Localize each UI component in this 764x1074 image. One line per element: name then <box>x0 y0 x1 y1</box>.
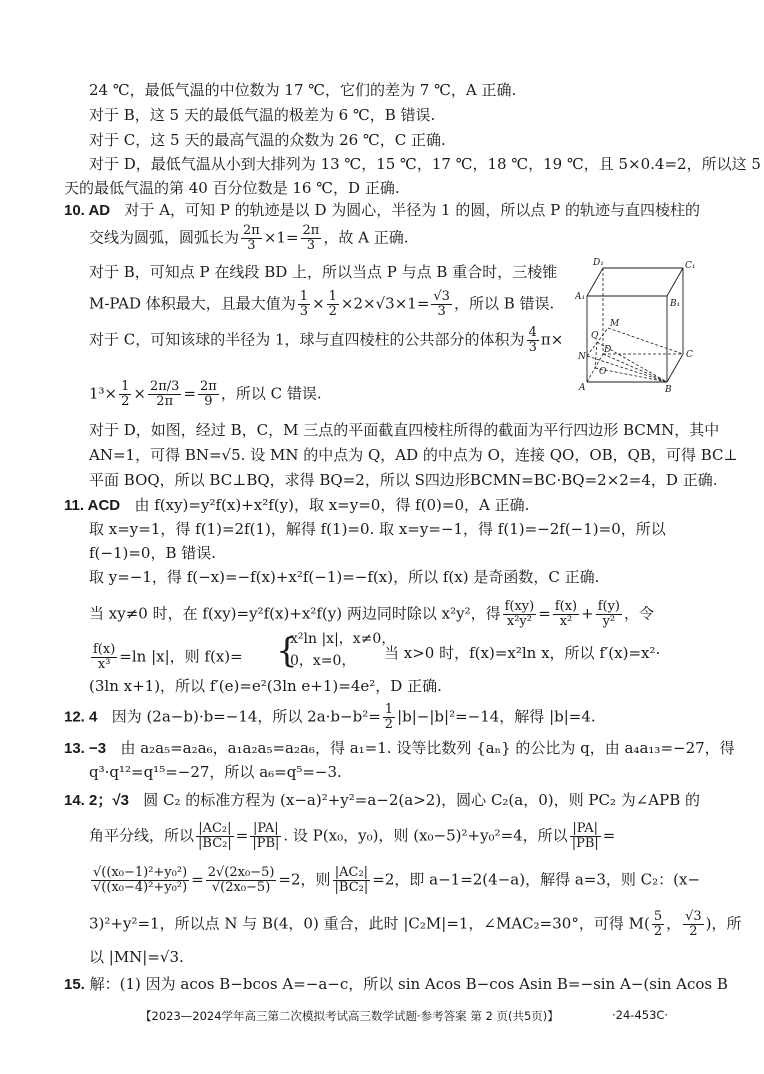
fraction <box>148 380 181 409</box>
numerator: f(x) <box>554 599 578 614</box>
question-number: 14. 2；√3 <box>64 792 129 809</box>
numerator: 2π <box>200 379 217 394</box>
fraction <box>596 600 622 629</box>
text-span: |b|−|b|²=−14，解得 |b|=4. <box>397 707 596 726</box>
text-line: 由 f(xy)=y²f(x)+x²f(y)，取 x=y=0，得 f(0)=0，A 正确. <box>134 496 530 514</box>
label-c1: C₁ <box>685 261 696 271</box>
text-span: = <box>183 384 197 403</box>
text-span: × <box>312 294 325 313</box>
page-id: ·24-453C· <box>612 1008 669 1022</box>
question-13 <box>64 738 735 759</box>
fraction <box>503 600 537 629</box>
denominator: x³ <box>97 657 111 672</box>
fraction <box>301 224 322 253</box>
numerator: √3 <box>433 289 450 304</box>
question-12 <box>64 703 596 732</box>
text-span: =2，则 <box>278 870 331 889</box>
numerator: 2π <box>243 223 260 238</box>
text-line <box>89 380 322 409</box>
denominator: |BC₂| <box>334 880 369 895</box>
label-a: A <box>579 383 586 393</box>
piecewise-case: x²ln |x|，x≠0， <box>290 631 396 647</box>
text-span: . 设 P(x₀，y₀)，则 (x₀−5)²+y₀²=4，所以 <box>283 826 568 845</box>
text-line: 取 y=−1，得 f(−x)=−f(x)+x²f(−1)=−f(x)，所以 f(x) 是奇函数，C 正确. <box>89 568 600 586</box>
label-q: Q <box>591 331 599 341</box>
text-span: = <box>538 604 551 623</box>
fraction <box>652 910 664 939</box>
fraction <box>119 380 131 409</box>
text-span: 1³× <box>89 384 118 403</box>
label-o: O <box>599 367 607 377</box>
text-line: q³·q¹²=q¹⁵=−27，所以 a₆=q⁵=−3. <box>89 763 342 781</box>
piecewise-brace: { <box>276 631 298 671</box>
text-line <box>89 600 654 629</box>
text-line: 由 a₂a₅=a₂a₆，a₁a₂a₅=a₂a₆，得 a₁=1. 设等比数列 {aₙ} 的公比为 q，由 a₄a₁₃=−27，得 <box>120 739 735 757</box>
numerator: |PA| <box>250 822 281 837</box>
numerator: √((x₀−1)²+y₀²) <box>93 865 188 880</box>
text-line <box>89 866 700 895</box>
text-span: × <box>133 384 146 403</box>
text-span: ，令 <box>624 604 655 623</box>
denominator: 9 <box>204 394 213 409</box>
text-line <box>89 822 615 851</box>
text-line <box>89 224 409 253</box>
text-span: = <box>191 870 204 889</box>
numerator: 1 <box>384 702 394 717</box>
denominator: 3 <box>437 304 446 319</box>
numerator: 2π/3 <box>149 379 180 394</box>
fraction <box>91 643 117 672</box>
numerator: f(x) <box>93 642 116 657</box>
fraction <box>206 866 277 895</box>
numerator: √3 <box>685 909 702 924</box>
label-m: M <box>610 319 620 329</box>
text-span: 对于 C，可知该球的半径为 1，球与直四棱柱的公共部分的体积为 <box>89 330 525 349</box>
text-line: AN=1，可得 BN=√5. 设 MN 的中点为 Q，AD 的中点为 O，连接 QO，OB，QB，可得 BC⊥ <box>89 446 738 464</box>
numerator: 1 <box>121 379 130 394</box>
text-line: 24 ℃，最低气温的中位数为 17 ℃，它们的差为 7 ℃，A 正确. <box>89 81 517 99</box>
question-number: 10. AD <box>64 202 111 219</box>
fraction <box>91 866 189 895</box>
text-span: + <box>581 604 594 623</box>
numerator: |AC₂| <box>333 866 371 881</box>
label-a1: A₁ <box>575 292 586 302</box>
prism-diagram <box>575 256 700 396</box>
text-span: 角平分线，所以 <box>89 826 195 845</box>
prism-figure <box>575 256 700 396</box>
text-line: 当 x>0 时，f(x)=x²ln x，所以 f′(x)=x²· <box>384 644 661 662</box>
denominator: 3 <box>247 238 256 253</box>
label-b: B <box>665 385 672 395</box>
numerator: 1 <box>299 289 309 304</box>
numerator: |PA| <box>570 822 601 837</box>
text-span: = <box>602 826 616 845</box>
text-line: 圆 C₂ 的标准方程为 (x−a)²+y²=a−2(a>2)，圆心 C₂(a，0)，则 PC₂ 为∠APB 的 <box>143 791 701 809</box>
numerator: 1 <box>328 289 337 304</box>
fraction <box>327 290 339 319</box>
question-11 <box>64 495 529 516</box>
text-span: )，所 <box>705 914 742 933</box>
question-number: 15. <box>64 976 85 993</box>
text-span: ，所以 C 错误. <box>220 384 322 403</box>
text-span: ，故 A 正确. <box>323 228 409 247</box>
fraction <box>198 380 219 409</box>
question-14 <box>64 790 700 811</box>
text-line: 对于 C，这 5 天的最高气温的众数为 26 ℃，C 正确. <box>89 131 446 149</box>
denominator: √(2x₀−5) <box>211 880 271 895</box>
fraction <box>527 326 539 355</box>
question-15 <box>64 974 728 995</box>
numerator: 4 <box>528 325 537 340</box>
denominator: 3 <box>528 340 537 355</box>
fraction <box>570 822 601 851</box>
text-span: π× <box>540 330 564 349</box>
denominator: 3 <box>299 304 309 319</box>
denominator: |PB| <box>571 836 599 851</box>
denominator: 2 <box>328 304 337 319</box>
denominator: 2 <box>653 924 663 939</box>
fraction <box>333 866 371 895</box>
text-span: ×2×√3×1= <box>340 294 430 313</box>
text-line <box>89 643 243 672</box>
numerator: 5 <box>653 909 663 924</box>
text-line: 对于 D，最低气温从小到大排列为 13 ℃，15 ℃，17 ℃，18 ℃，19 ℃，且 5×0.4=2，所以这 5 <box>89 155 761 173</box>
denominator: 2 <box>121 394 130 409</box>
text-span: ， <box>666 914 682 933</box>
denominator: |BC₂| <box>198 836 232 851</box>
denominator: 3 <box>306 238 316 253</box>
text-line: f(−1)=0，B 错误. <box>89 544 217 562</box>
text-span: 当 xy≠0 时，在 f(xy)=y²f(x)+x²f(y) 两边同时除以 x²y²，得 <box>89 604 501 623</box>
fraction <box>553 600 579 629</box>
text-line: 对于 B，可知点 P 在线段 BD 上，所以当点 P 与点 B 重合时，三棱锥 <box>89 263 558 281</box>
fraction <box>298 290 310 319</box>
denominator: 2 <box>689 924 698 939</box>
denominator: 2π <box>156 394 174 409</box>
denominator: y² <box>602 614 616 629</box>
text-line: 对于 A，可知 P 的轨迹是以 D 为圆心，半径为 1 的圆，所以点 P 的轨迹与直四棱柱的 <box>124 201 700 219</box>
text-span: 3)²+y²=1，所以点 N 与 B(4，0) 重合，此时 |C₂M|=1，∠MAC₂=30°，可得 M( <box>89 914 650 933</box>
text-line <box>89 910 742 939</box>
text-span: M-PAD 体积最大，且最大值为 <box>89 294 296 313</box>
fraction <box>383 703 395 732</box>
denominator: x² <box>559 614 573 629</box>
text-line: 平面 BOQ，所以 BC⊥BQ，求得 BQ=2，所以 S四边形BCMN=BC·BQ=2×2=4，D 正确. <box>89 471 718 489</box>
fraction <box>196 822 234 851</box>
numerator: f(y) <box>597 599 620 614</box>
text-span: 因为 (2a−b)·b=−14，所以 2a·b−b²= <box>111 707 381 726</box>
text-line: 天的最低气温的第 40 百分位数是 16 ℃，D 正确. <box>64 179 400 197</box>
numerator: f(xy) <box>504 599 535 614</box>
label-b1: B₁ <box>670 299 681 309</box>
piecewise-case: 0，x=0， <box>290 653 356 669</box>
question-number: 13. −3 <box>64 740 107 757</box>
label-d1: D₁ <box>593 258 604 268</box>
label-c: C <box>686 350 693 360</box>
text-span: =ln |x|，则 f(x)= <box>119 647 243 666</box>
text-span: = <box>235 826 249 845</box>
numerator: |AC₂| <box>196 822 234 837</box>
text-line <box>89 290 554 319</box>
denominator: x²y² <box>506 614 532 629</box>
text-span: 交线为圆弧，圆弧长为 <box>89 228 240 247</box>
fraction <box>683 910 704 939</box>
page-footer: 【2023—2024学年高三第二次模拟考试高三数学试题·参考答案 第 2 页(共5页)】 <box>140 1009 559 1023</box>
text-line: (3ln x+1)，所以 f′(e)=e²(3ln e+1)=4e²，D 正确. <box>89 677 442 695</box>
label-n: N <box>578 352 586 362</box>
text-line: 解：(1) 因为 acos B−bcos A=−a−c，所以 sin Acos B−cos Asin B=−sin A−(sin Acos B <box>89 975 728 993</box>
text-span: =2，即 a−1=2(4−a)，解得 a=3，则 C₂：(x− <box>372 870 701 889</box>
question-number: 12. 4 <box>64 708 98 726</box>
fraction <box>241 224 262 253</box>
text-line <box>89 326 563 355</box>
denominator: |PB| <box>252 836 280 851</box>
numerator: 2√(2x₀−5) <box>207 865 275 880</box>
text-line: 对于 B，这 5 天的最低气温的极差为 6 ℃，B 错误. <box>89 106 436 124</box>
denominator: √((x₀−4)²+y₀²) <box>93 880 188 895</box>
fraction <box>250 822 281 851</box>
text-line: 取 x=y=1，得 f(1)=2f(1)，解得 f(1)=0. 取 x=y=−1，得 f(1)=−2f(−1)=0，所以 <box>89 520 666 538</box>
question-number: 11. ACD <box>64 497 121 514</box>
label-d: D <box>604 345 612 355</box>
text-line: 对于 D，如图，经过 B，C，M 三点的平面截直四棱柱所得的截面为平行四边形 BCMN，其中 <box>89 421 720 439</box>
fraction <box>431 290 452 319</box>
text-line: 以 |MN|=√3. <box>89 948 184 966</box>
text-span: ×1= <box>263 228 299 247</box>
numerator: 2π <box>302 223 320 238</box>
text-span: ，所以 B 错误. <box>453 294 555 313</box>
question-10 <box>64 200 700 221</box>
denominator: 2 <box>384 717 394 732</box>
